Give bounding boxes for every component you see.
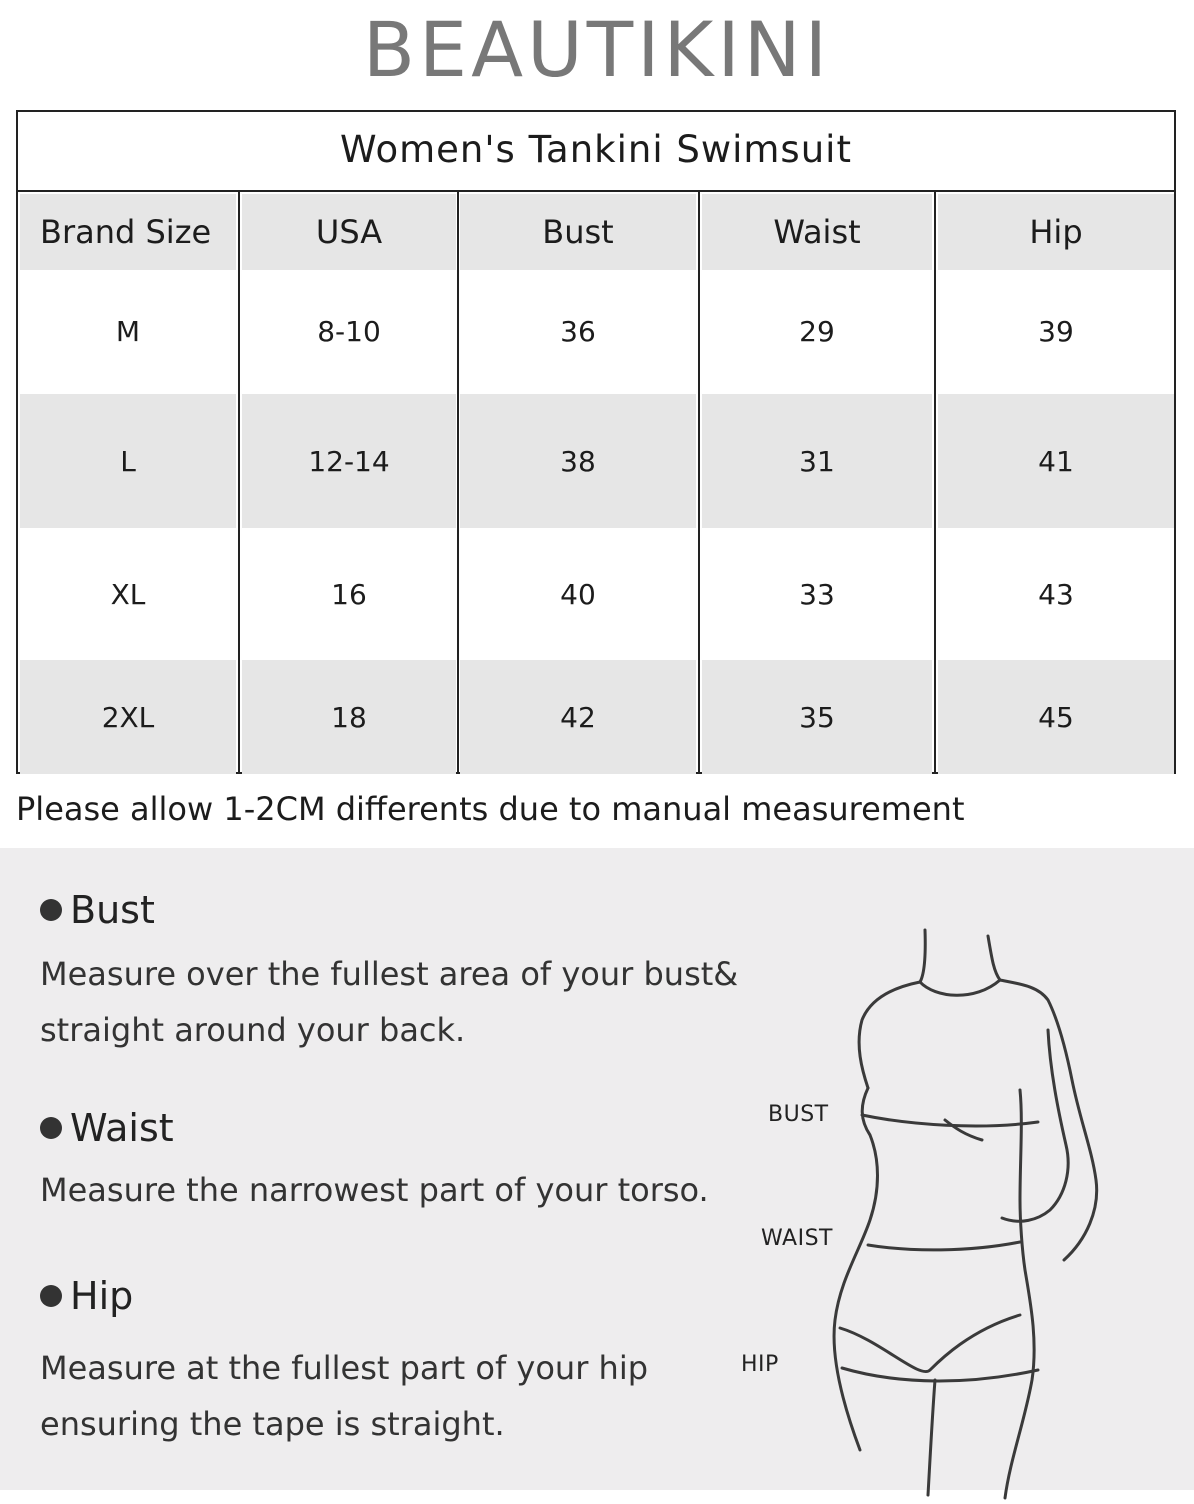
hip-line-1: Measure at the fullest part of your hip <box>40 1349 649 1387</box>
bust-heading <box>40 888 155 932</box>
header-cell: USA <box>242 194 456 270</box>
column-divider <box>698 192 700 772</box>
table-row <box>18 660 1174 774</box>
brand-logo: BEAUTIKINI <box>362 5 832 94</box>
column-divider <box>238 192 240 772</box>
table-cell: 18 <box>242 660 456 774</box>
table-cell: 2XL <box>20 660 236 774</box>
table-cell: 31 <box>702 394 932 528</box>
table-cell: 16 <box>331 577 367 611</box>
table-cell: 29 <box>799 314 835 348</box>
column-divider <box>934 192 936 772</box>
table-row <box>18 394 1174 528</box>
column-divider <box>457 192 459 772</box>
table-cell: 41 <box>938 394 1174 528</box>
header-cell: Brand Size <box>20 194 236 270</box>
table-row <box>18 270 1174 392</box>
waist-label: WAIST <box>761 1226 833 1251</box>
bullet-icon <box>40 1117 62 1139</box>
table-cell: 12-14 <box>242 394 456 528</box>
header-cell: Bust <box>460 194 696 270</box>
body-measurement-figure <box>720 920 1180 1500</box>
bust-line-2: straight around your back. <box>40 1011 466 1049</box>
header-cell: Hip <box>938 194 1174 270</box>
header-cell: Waist <box>702 194 932 270</box>
waist-heading <box>40 1106 174 1150</box>
bust-title: Bust <box>70 888 155 932</box>
hip-label: HIP <box>741 1352 779 1377</box>
table-title: Women's Tankini Swimsuit <box>18 112 1174 192</box>
table-cell: 36 <box>560 314 596 348</box>
table-row <box>18 530 1174 658</box>
table-cell: 38 <box>460 394 696 528</box>
table-cell: 8-10 <box>317 314 381 348</box>
bust-label: BUST <box>768 1102 829 1127</box>
table-cell: 40 <box>560 577 596 611</box>
table-cell: 42 <box>460 660 696 774</box>
table-cell: M <box>115 314 141 348</box>
waist-line-1: Measure the narrowest part of your torso. <box>40 1171 709 1209</box>
table-cell: 43 <box>1038 577 1074 611</box>
hip-line-2: ensuring the tape is straight. <box>40 1405 505 1443</box>
bullet-icon <box>40 1285 62 1307</box>
bust-line-1: Measure over the fullest area of your bust& <box>40 955 739 993</box>
body-outline-icon <box>720 920 1180 1500</box>
table-cell: L <box>20 394 236 528</box>
header-row <box>18 194 1174 270</box>
table-cell: 39 <box>1038 314 1074 348</box>
bullet-icon <box>40 899 62 921</box>
waist-title: Waist <box>70 1106 174 1150</box>
hip-title: Hip <box>70 1274 134 1318</box>
table-cell: 45 <box>938 660 1174 774</box>
table-cell: 35 <box>702 660 932 774</box>
size-grid <box>18 192 1174 772</box>
size-chart-table <box>16 110 1176 774</box>
table-cell: 33 <box>799 577 835 611</box>
measurement-note: Please allow 1-2CM differents due to manual measurement <box>16 790 965 828</box>
hip-heading <box>40 1274 133 1318</box>
table-cell: XL <box>110 577 146 611</box>
